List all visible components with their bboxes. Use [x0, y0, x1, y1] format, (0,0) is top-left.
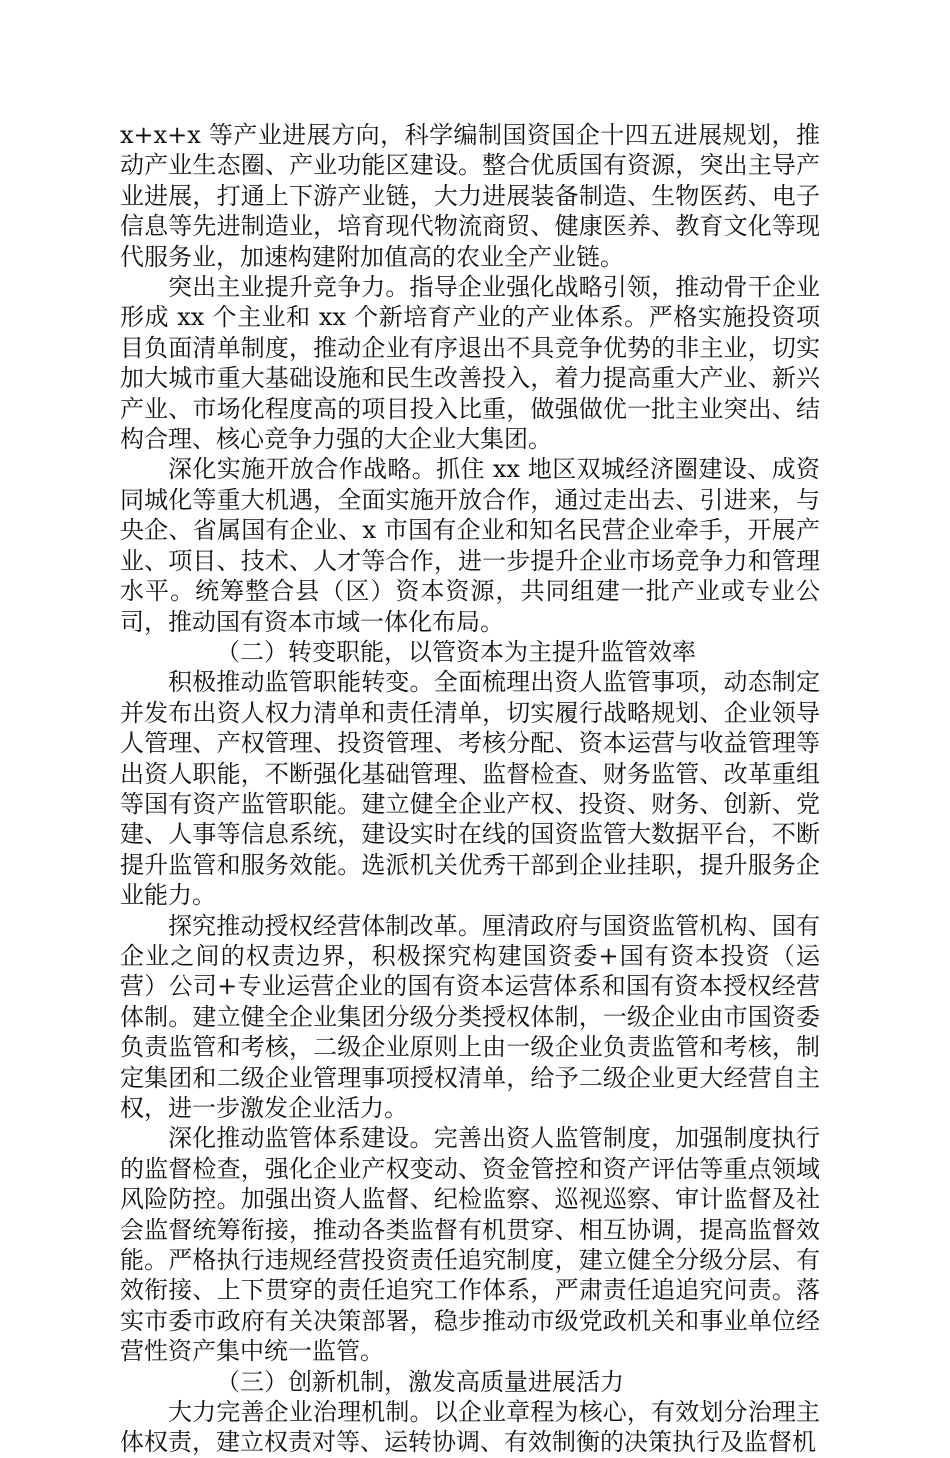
document-body — [120, 120, 820, 1458]
paragraph-governance-mechanism: 大力完善企业治理机制。以企业章程为核心，有效划分治理主体权责，建立权责对等、运转协调、有效制衡的决策执行及监督机 — [120, 1398, 820, 1457]
paragraph-open-cooperation: 深化实施开放合作战略。抓住 xx 地区双城经济圈建设、成资同城化等重大机遇，全面实施开放合作，通过走出去、引进来，与央企、省属国有企业、x 市国有企业和知名民营企业牵手，开展产业、项目、技术、人才等合作，进一步提升企业市场竞争力和管理水平。统筹整合县（区）资本资源，共同组建一批产业或专业公司，推动国有资本市域一体化布局。 — [120, 455, 820, 636]
section-heading-3: （三）创新机制，激发高质量进展活力 — [216, 1367, 624, 1396]
paragraph-industry-direction: x+x+x 等产业进展方向，科学编制国资国企十四五进展规划，推动产业生态圈、产业功能区建设。整合优质国有资源，突出主导产业进展，打通上下游产业链，大力进展装备制造、生物医药、电子信息等先进制造业，培育现代物流商贸、健康医养、教育文化等现代服务业，加速构建附加值高的农业全产业链。 — [120, 121, 820, 271]
paragraph-authorization-reform: 探究推动授权经营体制改革。厘清政府与国资监管机构、国有企业之间的权责边界，积极探究构建国资委+国有资本投资（运营）公司+专业运营企业的国有资本运营体系和国有资本授权经营体制。建立健全企业集团分级分类授权体制，一级企业由市国资委负责监管和考核，二级企业原则上由一级企业负责监管和考核，制定集团和二级企业管理事项授权清单，给予二级企业更大经营自主权，进一步激发企业活力。 — [120, 911, 820, 1122]
paragraph-main-business: 突出主业提升竞争力。指导企业强化战略引领，推动骨干企业形成 xx 个主业和 xx 个新培育产业的产业体系。严格实施投资项目负面清单制度，推动企业有序退出不具竞争优势的非主业，切实加大城市重大基础设施和民生改善投入，着力提高重大产业、新兴产业、市场化程度高的项目投入比重，做强做优一批主业突出、结构合理、核心竞争力强的大企业大集团。 — [120, 273, 820, 454]
paragraph-supervision-system: 深化推动监管体系建设。完善出资人监管制度，加强制度执行的监督检查，强化企业产权变动、资金管控和资产评估等重点领域风险防控。加强出资人监督、纪检监察、巡视巡察、审计监督及社会监督统筹衔接，推动各类监督有机贯穿、相互协调，提高监督效能。严格执行违规经营投资责任追究制度，建立健全分级分层、有效衔接、上下贯穿的责任追究工作体系，严肃责任追追究问责。落实市委市政府有关决策部署，稳步推动市级党政机关和事业单位经营性资产集中统一监管。 — [120, 1124, 820, 1366]
section-heading-2: （二）转变职能，以管资本为主提升监管效率 — [216, 637, 696, 666]
paragraph-supervision-transformation: 积极推动监管职能转变。全面梳理出资人监管事项，动态制定并发布出资人权力清单和责任清单，切实履行战略规划、企业领导人管理、产权管理、投资管理、考核分配、资本运营与收益管理等出资人职能，不断强化基础管理、监督检查、财务监管、改革重组等国有资产监管职能。建立健全企业产权、投资、财务、创新、党建、人事等信息系统，建设实时在线的国资监管大数据平台，不断提升监管和服务效能。选派机关优秀干部到企业挂职，提升服务企业能力。 — [120, 668, 820, 910]
